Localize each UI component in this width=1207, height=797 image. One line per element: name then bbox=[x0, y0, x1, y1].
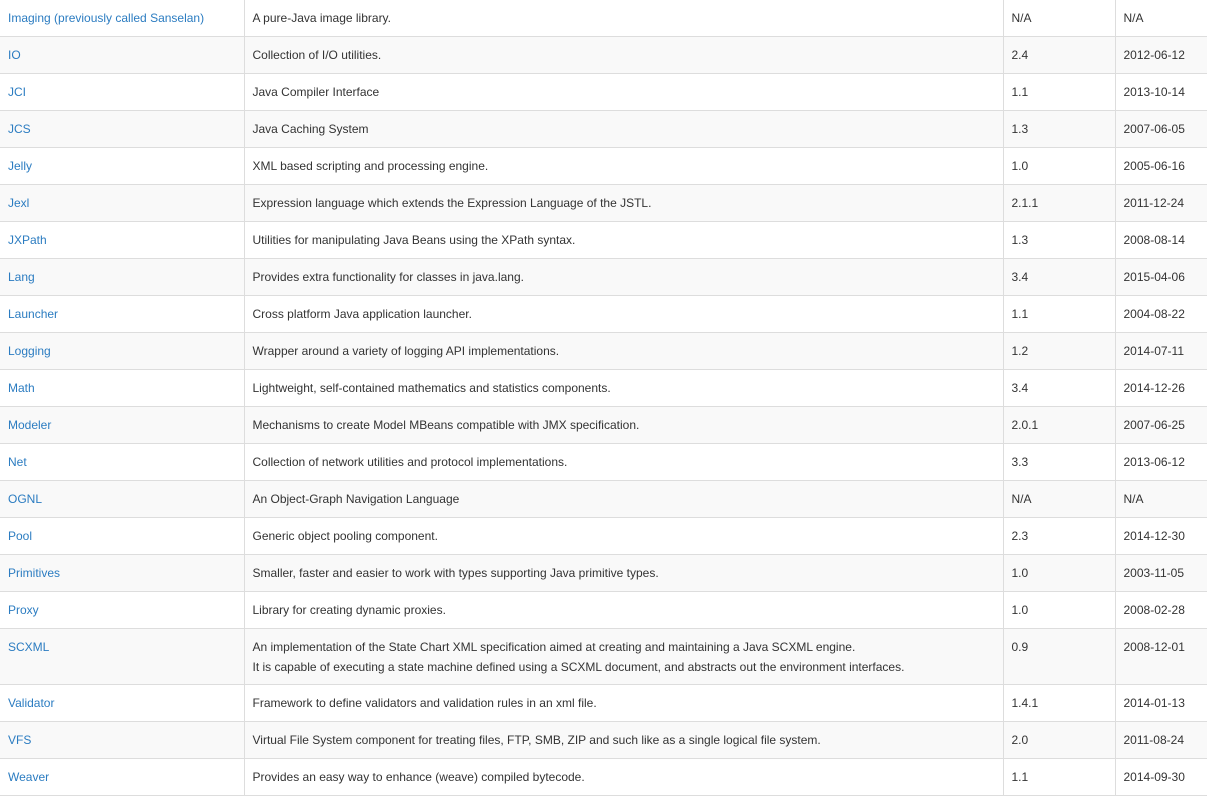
component-description-cell bbox=[244, 444, 1003, 481]
component-description-cell bbox=[244, 407, 1003, 444]
table-row bbox=[0, 370, 1207, 407]
component-description-cell bbox=[244, 555, 1003, 592]
component-release-date: 2008-12-01 bbox=[1115, 629, 1207, 685]
component-name-cell bbox=[0, 759, 244, 796]
component-link[interactable]: Proxy bbox=[8, 603, 39, 617]
component-version: 2.1.1 bbox=[1003, 185, 1115, 222]
component-release-date: 2014-12-30 bbox=[1115, 518, 1207, 555]
component-version: 1.1 bbox=[1003, 759, 1115, 796]
component-link[interactable]: Lang bbox=[8, 270, 35, 284]
component-name-cell bbox=[0, 555, 244, 592]
component-description: Generic object pooling component. bbox=[252, 529, 438, 543]
component-description: Lightweight, self-contained mathematics and statistics components. bbox=[252, 381, 611, 395]
component-release-date: 2011-08-24 bbox=[1115, 722, 1207, 759]
component-version: 0.9 bbox=[1003, 629, 1115, 685]
component-link[interactable]: Weaver bbox=[8, 770, 50, 784]
component-version: 1.4.1 bbox=[1003, 685, 1115, 722]
component-description-cell bbox=[244, 148, 1003, 185]
component-release-date: 2004-08-22 bbox=[1115, 296, 1207, 333]
table-row bbox=[0, 444, 1207, 481]
component-description-cell bbox=[244, 685, 1003, 722]
component-name-cell bbox=[0, 629, 244, 685]
component-name-cell bbox=[0, 259, 244, 296]
component-release-date: 2013-10-14 bbox=[1115, 74, 1207, 111]
table-row bbox=[0, 685, 1207, 722]
component-description-cell bbox=[244, 333, 1003, 370]
component-link[interactable]: SCXML bbox=[8, 640, 50, 654]
component-name-cell bbox=[0, 592, 244, 629]
component-description: Framework to define validators and validation rules in an xml file. bbox=[252, 696, 597, 710]
component-release-date: 2012-06-12 bbox=[1115, 37, 1207, 74]
component-name-cell bbox=[0, 37, 244, 74]
component-description: Expression language which extends the Expression Language of the JSTL. bbox=[252, 196, 652, 210]
component-link[interactable]: Net bbox=[8, 455, 27, 469]
component-link[interactable]: JCI bbox=[8, 85, 26, 99]
component-version: 3.3 bbox=[1003, 444, 1115, 481]
component-release-date: 2011-12-24 bbox=[1115, 185, 1207, 222]
component-description-cell bbox=[244, 722, 1003, 759]
table-row bbox=[0, 333, 1207, 370]
component-description: Virtual File System component for treating files, FTP, SMB, ZIP and such like as a single logical file system. bbox=[252, 733, 821, 747]
component-link[interactable]: Modeler bbox=[8, 418, 52, 432]
component-release-date: 2005-06-16 bbox=[1115, 148, 1207, 185]
component-name-cell bbox=[0, 722, 244, 759]
component-description-cell bbox=[244, 222, 1003, 259]
component-version: 1.0 bbox=[1003, 592, 1115, 629]
component-description: Mechanisms to create Model MBeans compatible with JMX specification. bbox=[252, 418, 640, 432]
table-row bbox=[0, 592, 1207, 629]
component-link[interactable]: JXPath bbox=[8, 233, 47, 247]
component-link[interactable]: Imaging (previously called Sanselan) bbox=[8, 11, 205, 25]
component-release-date: 2003-11-05 bbox=[1115, 555, 1207, 592]
component-description-cell bbox=[244, 481, 1003, 518]
component-description-cell bbox=[244, 259, 1003, 296]
component-description-cell bbox=[244, 111, 1003, 148]
component-release-date: 2014-07-11 bbox=[1115, 333, 1207, 370]
component-name-cell bbox=[0, 685, 244, 722]
component-version: 1.2 bbox=[1003, 333, 1115, 370]
component-name-cell bbox=[0, 185, 244, 222]
component-version: 2.3 bbox=[1003, 518, 1115, 555]
component-name-cell bbox=[0, 0, 244, 37]
table-row bbox=[0, 555, 1207, 592]
component-link[interactable]: Validator bbox=[8, 696, 55, 710]
component-version: 1.0 bbox=[1003, 148, 1115, 185]
component-version: N/A bbox=[1003, 0, 1115, 37]
component-version: 3.4 bbox=[1003, 259, 1115, 296]
component-name-cell bbox=[0, 407, 244, 444]
component-description: Library for creating dynamic proxies. bbox=[252, 603, 446, 617]
component-description-cell bbox=[244, 629, 1003, 685]
component-name-cell bbox=[0, 370, 244, 407]
component-link[interactable]: Primitives bbox=[8, 566, 61, 580]
component-link[interactable]: VFS bbox=[8, 733, 32, 747]
component-version: 1.0 bbox=[1003, 555, 1115, 592]
component-name-cell bbox=[0, 444, 244, 481]
table-row bbox=[0, 111, 1207, 148]
component-release-date: 2014-09-30 bbox=[1115, 759, 1207, 796]
component-description: Java Compiler Interface bbox=[252, 85, 380, 99]
component-link[interactable]: Jelly bbox=[8, 159, 33, 173]
component-description: Collection of network utilities and protocol implementations. bbox=[252, 455, 568, 469]
component-link[interactable]: IO bbox=[8, 48, 21, 62]
table-row bbox=[0, 148, 1207, 185]
component-release-date: N/A bbox=[1115, 481, 1207, 518]
component-description: Smaller, faster and easier to work with types supporting Java primitive types. bbox=[252, 566, 659, 580]
component-description-cell bbox=[244, 518, 1003, 555]
component-version: 2.0 bbox=[1003, 722, 1115, 759]
component-link[interactable]: Logging bbox=[8, 344, 51, 358]
component-description-cell bbox=[244, 0, 1003, 37]
table-row bbox=[0, 629, 1207, 685]
component-description: Java Caching System bbox=[252, 122, 369, 136]
component-name-cell bbox=[0, 74, 244, 111]
component-link[interactable]: Math bbox=[8, 381, 35, 395]
component-release-date: 2007-06-05 bbox=[1115, 111, 1207, 148]
component-release-date: 2008-08-14 bbox=[1115, 222, 1207, 259]
component-description: Provides an easy way to enhance (weave) compiled bytecode. bbox=[252, 770, 585, 784]
component-description-cell bbox=[244, 37, 1003, 74]
table-row bbox=[0, 185, 1207, 222]
component-version: 1.1 bbox=[1003, 74, 1115, 111]
component-link[interactable]: Launcher bbox=[8, 307, 59, 321]
table-row bbox=[0, 37, 1207, 74]
component-name-cell bbox=[0, 148, 244, 185]
component-name-cell bbox=[0, 481, 244, 518]
component-version: 2.0.1 bbox=[1003, 407, 1115, 444]
component-description: Collection of I/O utilities. bbox=[252, 48, 382, 62]
component-release-date: 2014-01-13 bbox=[1115, 685, 1207, 722]
component-version: 3.4 bbox=[1003, 370, 1115, 407]
component-description: A pure-Java image library. bbox=[252, 11, 392, 25]
component-description: Cross platform Java application launcher. bbox=[252, 307, 472, 321]
component-version: 1.3 bbox=[1003, 222, 1115, 259]
table-row bbox=[0, 74, 1207, 111]
component-release-date: 2008-02-28 bbox=[1115, 592, 1207, 629]
component-description: Wrapper around a variety of logging API implementations. bbox=[252, 344, 560, 358]
table-row bbox=[0, 259, 1207, 296]
component-description-cell bbox=[244, 296, 1003, 333]
table-row bbox=[0, 481, 1207, 518]
component-release-date: N/A bbox=[1115, 0, 1207, 37]
component-description: Provides extra functionality for classes in java.lang. bbox=[252, 270, 524, 284]
component-link[interactable]: Jexl bbox=[8, 196, 30, 210]
component-name-cell bbox=[0, 111, 244, 148]
component-description-cell bbox=[244, 592, 1003, 629]
component-description: An Object-Graph Navigation Language bbox=[252, 492, 460, 506]
table-row bbox=[0, 722, 1207, 759]
table-row bbox=[0, 407, 1207, 444]
component-name-cell bbox=[0, 518, 244, 555]
table-row bbox=[0, 0, 1207, 37]
component-version: 1.3 bbox=[1003, 111, 1115, 148]
component-version: N/A bbox=[1003, 481, 1115, 518]
component-description: It is capable of executing a state machine defined using a SCXML document, and abstracts out the environment interfaces. bbox=[252, 660, 905, 674]
component-description: An implementation of the State Chart XML specification aimed at creating and maintaining a Java SCXML engine. bbox=[252, 640, 856, 654]
component-description-cell bbox=[244, 370, 1003, 407]
table-row bbox=[0, 759, 1207, 796]
component-name-cell bbox=[0, 333, 244, 370]
table-row bbox=[0, 222, 1207, 259]
component-release-date: 2014-12-26 bbox=[1115, 370, 1207, 407]
component-description-cell bbox=[244, 185, 1003, 222]
component-release-date: 2013-06-12 bbox=[1115, 444, 1207, 481]
component-name-cell bbox=[0, 296, 244, 333]
component-name-cell bbox=[0, 222, 244, 259]
component-link[interactable]: OGNL bbox=[8, 492, 43, 506]
component-description-cell bbox=[244, 74, 1003, 111]
component-version: 2.4 bbox=[1003, 37, 1115, 74]
component-description: XML based scripting and processing engine. bbox=[252, 159, 489, 173]
component-version: 1.1 bbox=[1003, 296, 1115, 333]
component-description: Utilities for manipulating Java Beans using the XPath syntax. bbox=[252, 233, 576, 247]
table-row bbox=[0, 518, 1207, 555]
table-row bbox=[0, 296, 1207, 333]
component-link[interactable]: JCS bbox=[8, 122, 31, 136]
component-release-date: 2015-04-06 bbox=[1115, 259, 1207, 296]
component-description-cell bbox=[244, 759, 1003, 796]
component-release-date: 2007-06-25 bbox=[1115, 407, 1207, 444]
component-link[interactable]: Pool bbox=[8, 529, 33, 543]
